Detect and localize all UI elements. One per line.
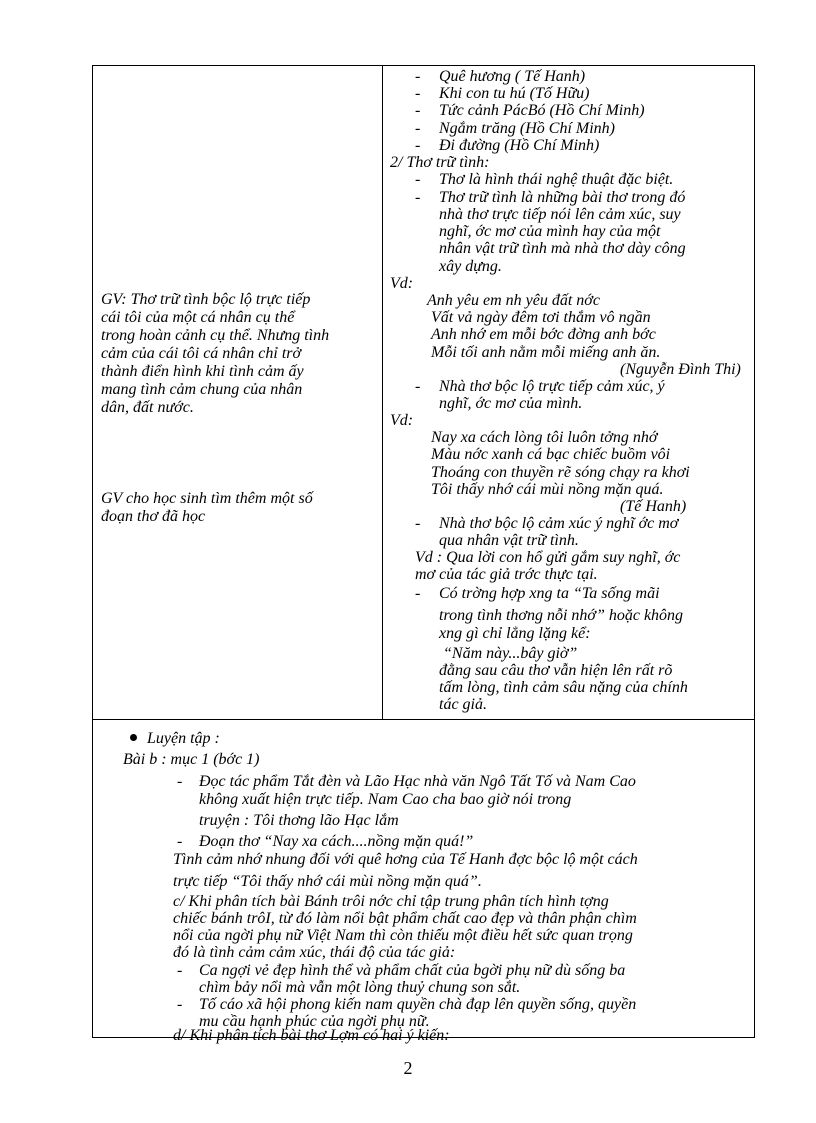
dash: - [415,68,421,85]
para-2-line: đó là tình cảm cảm xúc, thái độ của tác giả: [173,944,456,961]
poem-list-item: Khi con tu hú (Tố Hữu) [439,85,590,102]
section-title: 2/ Thơ trữ tình: [390,154,490,171]
dash: - [415,102,421,119]
bullet-d-line: Có trờng hợp xng ta “Ta sống mãi [439,585,660,602]
quote-line: “Năm này...bây giờ” [443,645,578,662]
vd-3-line: Vd : Qua lời con hổ gửi gắm suy nghĩ, ớc [415,549,681,566]
dash: - [415,189,421,206]
poem-list-item: Ngắm trăng (Hồ Chí Minh) [439,120,615,137]
poem-list-item: Quê hương ( Tế Hanh) [439,68,586,85]
gv-note-1-line: dân, đất nước. [101,399,194,416]
gv-note-1-line: GV: Thơ trữ tình bộc lộ trực tiếp [101,291,311,308]
dash: - [415,171,421,188]
dash: - [415,378,421,395]
poem-1-line: Anh nhớ em mỗi bớc đờng anh bớc [431,326,656,343]
item-4-line: mu cầu hạnh phúc của ngời phụ nữ. [199,1013,430,1030]
bullet-b-line: nghĩ, ớc mơ của mình. [439,395,583,412]
bullet-a-line: nhân vật trữ tình mà nhà thơ dày công [439,240,686,257]
after-quote-line: đằng sau câu thơ vẫn hiện lên rất rõ [439,662,673,679]
dash: - [177,833,183,850]
para-1-line: Tình cảm nhớ nhung đối với quê hơng của Tế Hanh đợc bộc lộ một cách [173,851,638,868]
item-1-line: Đọc tác phẩm Tắt đèn và Lão Hạc nhà văn Ngô Tất Tố và Nam Cao [199,773,636,790]
gv-note-1-line: mang tình cảm chung của nhân [101,381,303,398]
column-divider [382,66,383,719]
after-quote-line: tấm lòng, tình cảm sâu nặng của chính [439,679,688,696]
poem-2-author: (Tế Hanh) [620,498,687,515]
para-2-line: chiếc bánh trôI, từ đó làm nổi bật phẩm chất cao đẹp và thân phận chìm [173,910,637,927]
item-1-line: không xuất hiện trực tiếp. Nam Cao cha bao giờ nói trong [199,791,572,808]
item-3-line: Ca ngợi vẻ đẹp hình thể và phẩm chất của bgời phụ nữ dù sống ba [199,962,626,979]
gv-note-1-line: thành điển hình khi tình cảm ấy [101,363,304,380]
bai-b-title: Bài b : mục 1 (bớc 1) [123,751,260,768]
item-4-line: Tố cáo xã hội phong kiến nam quyền chà đạp lên quyền sống, quyền [199,996,637,1013]
poem-list-item: Tức cảnh PácBó (Hồ Chí Minh) [439,102,645,119]
gv-note-2-line: GV cho học sinh tìm thêm một số [101,490,313,507]
after-quote-line: tác giả. [439,696,487,713]
gv-note-1-line: trong hoàn cảnh cụ thể. Nhưng tình [101,327,330,344]
dash: - [415,585,421,602]
poem-2-line: Thoáng con thuyền rẽ sóng chạy ra khơi [431,464,690,481]
row-divider [93,719,754,720]
dash: - [415,85,421,102]
poem-2-line: Tôi thấy nhớ cái mùi nồng mặn quá. [431,481,664,498]
dash: - [415,515,421,532]
vd-3-line: mơ của tác giả trớc thực tại. [415,566,598,583]
item-3-line: chìm bảy nổi mà vẫn một lòng thuỷ chung son sắt. [199,979,521,996]
poem-1-line: Mỗi tối anh nằm mỗi miếng anh ăn. [431,344,661,361]
bullet-a-line: nghĩ, ớc mơ của mình hay của một [439,223,661,240]
para-2-line: c/ Khi phân tích bài Bánh trôi nớc chỉ tập trung phân tích hình tợng [173,893,609,910]
dash: - [415,137,421,154]
poem-1-line: Anh yêu em nh yêu đất nớc [427,292,600,309]
bullet-d-line: trong tình thơng nỗi nhớ” hoặc không [439,607,684,624]
item-2-line: Đoạn thơ “Nay xa cách....nồng mặn quá!” [199,833,474,850]
item-1-line: truyện : Tôi thơng lão Hạc lắm [199,812,399,829]
gv-note-1-line: cảm của cái tôi cá nhân chỉ trở [101,345,302,362]
page-number: 2 [403,1058,413,1078]
poem-list-item: Đi đường (Hồ Chí Minh) [439,137,600,154]
dash: - [415,120,421,137]
bullet-d-line: xng gì chỉ lẳng lặng kể: [439,625,591,642]
vd-label: Vd: [390,275,414,292]
practice-title: Luyện tập : [147,730,220,747]
bullet-c-line: Nhà thơ bộc lộ cảm xúc ý nghĩ ớc mơ [439,515,679,532]
poem-2-line: Màu nớc xanh cá bạc chiếc buồm vôi [431,446,671,463]
bullet-a-line: nhà thơ trực tiếp nói lên cảm xúc, suy [439,206,681,223]
dash: - [177,962,183,979]
vd-label: Vd: [390,412,414,429]
gv-note-2-line: đoạn thơ đã học [101,508,206,525]
bullet-c-line: qua nhân vật trữ tình. [439,532,579,549]
para-2-line: nổi của ngời phụ nữ Việt Nam thì còn thiếu một điều hết sức quan trọng [173,927,633,944]
bullet-a-line: xây dựng. [439,258,502,275]
para-1-line: trực tiếp “Tôi thấy nhớ cái mùi nồng mặn quá”. [173,873,482,890]
poem-2-line: Nay xa cách lòng tôi luôn tởng nhớ [431,429,658,446]
dash: - [177,773,183,790]
dash: - [177,996,183,1013]
poem-1-line: Vất vả ngày đêm tơi thắm vô ngần [431,309,651,326]
poem-1-author: (Nguyễn Đình Thi) [620,361,741,378]
bullet-b-line: Nhà thơ bộc lộ trực tiếp cảm xúc, ý [439,378,665,395]
bullet-a-line: Thơ trữ tình là những bài thơ trong đó [439,189,686,206]
gv-note-1-line: cái tôi của một cá nhân cụ thể [101,309,295,326]
bullet-a-line: Thơ là hình thái nghệ thuật đặc biệt. [439,171,674,188]
para-3-line: d/ Khi phân tích bài thơ Lợm có hai ý kiến: [173,1027,450,1044]
bullet-dot [130,734,137,741]
lesson-table [92,65,755,1044]
